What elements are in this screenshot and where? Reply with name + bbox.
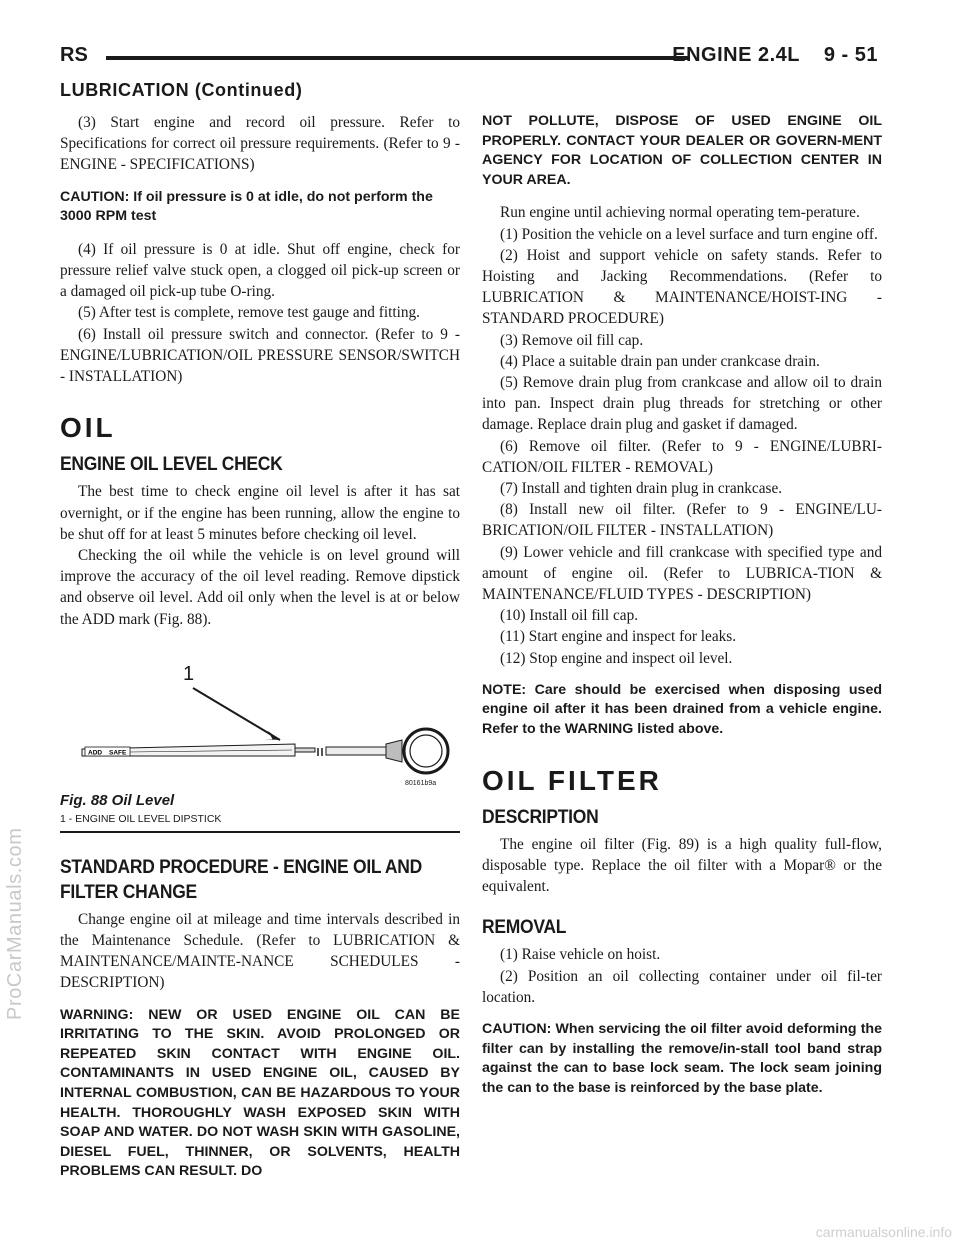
figure-88-oil-level: [60, 640, 460, 790]
right-column: [482, 112, 882, 1098]
warning-continued: NOT POLLUTE, DISPOSE OF USED ENGINE OIL PROPERLY. CONTACT YOUR DEALER OR GOVERN-MENT AGENCY FOR LOCATION OF COLLECTION CENTER IN YOUR AREA.: [482, 113, 882, 188]
caution-oil-pressure: CAUTION: If oil pressure is 0 at idle, do not perform the 3000 RPM test: [60, 188, 433, 225]
step-4-text: (4) If oil pressure is 0 at idle. Shut off engine, check for pressure relief valve stuck open, a clogged oil pick-up screen or a damaged oil pick-up tube O-ring.: [60, 240, 460, 301]
change-step-3: (3) Remove oil fill cap.: [500, 331, 644, 349]
step-5-text: (5) After test is complete, remove test gauge and fitting.: [78, 304, 420, 322]
change-step-9: (9) Lower vehicle and fill crankcase with specified type and amount of engine oil. (Refer to LUBRICA-TION & MAINTENANCE/FLUID TYPES - DESCRIPTION): [482, 543, 882, 604]
heading-oil-filter: OIL FILTER: [482, 764, 662, 796]
change-step-7: (7) Install and tighten drain plug in crankcase.: [500, 480, 783, 498]
bottom-watermark: carmanualsonline.info: [815, 1224, 952, 1240]
left-column: [60, 112, 460, 1182]
change-step-5: (5) Remove drain plug from crankcase and allow oil to drain into pan. Inspect drain plug threads for stretching or other damage. Replace drain plug and gasket if damaged.: [482, 374, 882, 434]
dipstick-add-mark: ADD: [88, 749, 103, 757]
warning-engine-oil: WARNING: NEW OR USED ENGINE OIL CAN BE IRRITATING TO THE SKIN. AVOID PROLONGED OR REPEATED SKIN CONTACT WITH ENGINE OIL. CONTAMINANTS IN USED ENGINE OIL, CAUSED BY INTERNAL COMBUSTION, CAN BE HAZARDOUS TO YOUR HEALTH. THOROUGHLY WASH EXPOSED SKIN WITH SOAP AND WATER. DO NOT WASH SKIN WITH GASOLINE, DIESEL FUEL, THINNER, OR SOLVENTS, HEALTH PROBLEMS CAN RESULT. DO: [60, 1006, 460, 1180]
side-watermark: ProCarManuals.com: [4, 827, 26, 1020]
removal-step-2: (2) Position an oil collecting container under oil fil-ter location.: [482, 967, 882, 1006]
oil-level-para-2: Checking the oil while the vehicle is on level ground will improve the accuracy of the oil level reading. Remove dipstick and observe oil level. Add oil only when the level is at or below the ADD mark (Fig. 88).: [60, 547, 460, 628]
change-step-4: (4) Place a suitable drain pan under crankcase drain.: [500, 352, 820, 370]
step-3-text: (3) Start engine and record oil pressure. Refer to Specifications for correct oil pressure requirements. (Refer to 9 - ENGINE - SPECIFICATIONS): [60, 114, 460, 174]
removal-step-1: (1) Raise vehicle on hoist.: [500, 946, 661, 964]
header-page-ref: ENGINE 2.4L 9 - 51: [672, 44, 878, 66]
figure-88-caption: 1 - ENGINE OIL LEVEL DIPSTICK: [60, 812, 222, 825]
change-step-6: (6) Remove oil filter. (Refer to 9 - ENGINE/LUBRI-CATION/OIL FILTER - REMOVAL): [482, 437, 882, 476]
change-step-2: (2) Hoist and support vehicle on safety stands. Refer to Hoisting and Jacking Recommendations. (Refer to LUBRICATION & MAINTENANCE/HOIST-ING - STANDARD PROCEDURE): [482, 246, 882, 328]
figure-code: 80161b9a: [405, 779, 437, 787]
change-step-11: (11) Start engine and inspect for leaks.: [500, 628, 737, 646]
heading-removal: REMOVAL: [482, 917, 567, 939]
note-disposal: NOTE: Care should be exercised when disposing used engine oil after it has been drained from a vehicle engine. Refer to the WARNING listed above.: [482, 681, 882, 738]
header-rule: [106, 56, 689, 60]
figure-rule: [60, 831, 460, 833]
change-step-1: (1) Position the vehicle on a level surface and turn engine off.: [500, 225, 878, 243]
dipstick-safe-mark: SAFE: [109, 749, 127, 757]
section-continued-title: LUBRICATION (Continued): [60, 80, 303, 100]
change-step-12: (12) Stop engine and inspect oil level.: [500, 649, 733, 667]
dipstick-illustration: [60, 640, 460, 790]
heading-description: DESCRIPTION: [482, 806, 599, 828]
heading-oil: OIL: [60, 412, 116, 444]
heading-oil-level-check: ENGINE OIL LEVEL CHECK: [60, 454, 283, 476]
heading-standard-procedure: STANDARD PROCEDURE - ENGINE OIL AND FILTER CHANGE: [60, 856, 422, 903]
filter-description: The engine oil filter (Fig. 89) is a high quality full-flow, disposable type. Replace the oil filter with a Mopar® or the equivalent.: [482, 835, 882, 896]
change-step-10: (10) Install oil fill cap.: [500, 607, 639, 625]
change-step-intro: Run engine until achieving normal operating tem-perature.: [500, 204, 860, 222]
caution-filter-servicing: CAUTION: When servicing the oil filter avoid deforming the filter can by installing the remove/in-stall tool band strap against the can to base lock seam. The lock seam joining the can to the base is reinforced by the base plate.: [482, 1021, 882, 1096]
figure-88-title: Fig. 88 Oil Level: [60, 791, 175, 809]
step-6-text: (6) Install oil pressure switch and connector. (Refer to 9 - ENGINE/LUBRICATION/OIL PRESSURE SENSOR/SWITCH - INSTALLATION): [60, 325, 460, 386]
callout-leader: [193, 688, 280, 740]
oil-change-intro: Change engine oil at mileage and time intervals described in the Maintenance Schedule. (Refer to LUBRICATION & MAINTENANCE/MAINTE-NANCE SCHEDULES - DESCRIPTION): [60, 910, 460, 992]
header-section-code: RS: [60, 44, 88, 66]
oil-level-para-1: The best time to check engine oil level is after it has sat overnight, or if the engine has been running, allow the engine to be shut off for at least 5 minutes before checking oil level.: [60, 483, 460, 543]
change-step-8: (8) Install new oil filter. (Refer to 9 - ENGINE/LU-BRICATION/OIL FILTER - INSTALLATION): [482, 501, 882, 540]
callout-number: 1: [183, 662, 195, 685]
